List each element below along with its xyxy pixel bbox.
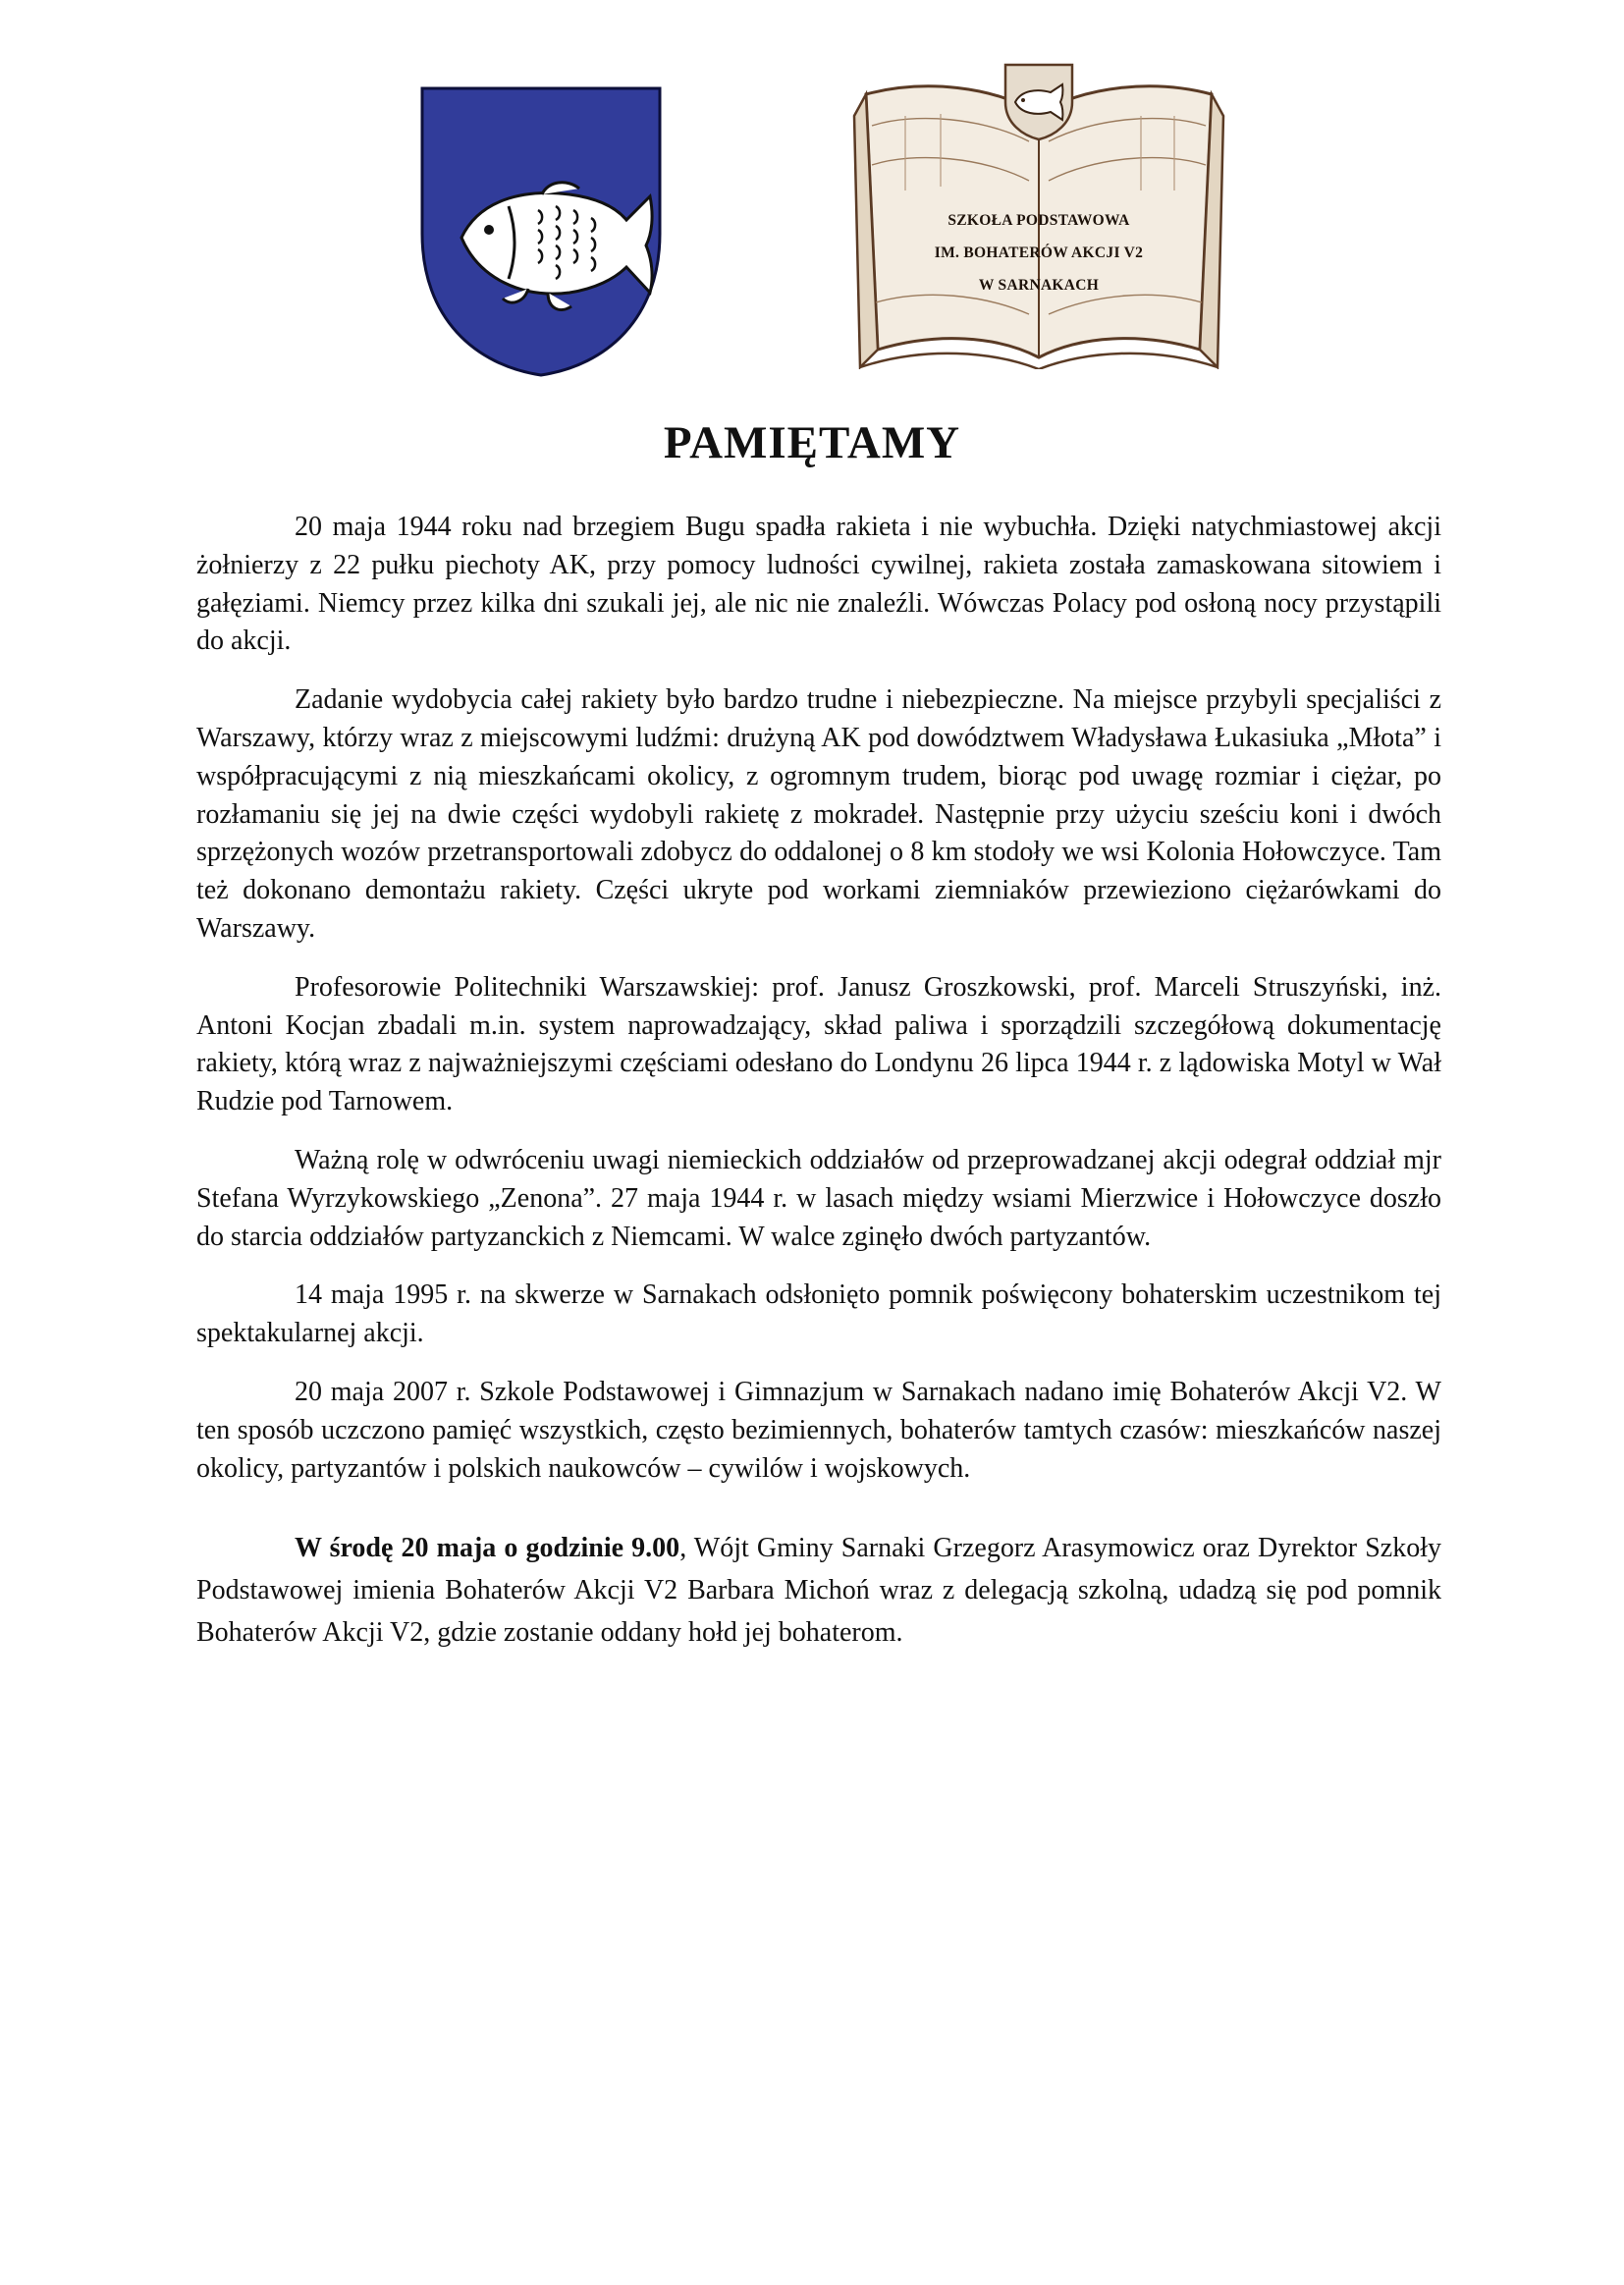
paragraph-1: 20 maja 1944 roku nad brzegiem Bugu spadła rakieta i nie wybuchła. Dzięki natychmiastowej akcji żołnierzy z 22 pułku piechoty AK, przy pomocy ludności cywilnej, rakieta została zamaskowana sitowiem i gałęziami. Niemcy przez kilka dni szukali jej, ale nic nie znaleźli. Wówczas Polacy pod osłoną nocy przystąpili do akcji.	[196, 512, 1441, 657]
school-name-line-1: SZKOŁA PODSTAWOWA	[947, 212, 1130, 229]
school-name	[846, 204, 1231, 301]
announcement-paragraph	[196, 1527, 1441, 1654]
fish-coat-of-arms-icon	[420, 86, 662, 377]
school-name-line-2: IM. BOHATERÓW AKCJI V2	[934, 245, 1144, 261]
document-body	[196, 509, 1441, 1674]
paragraph-5: 14 maja 1995 r. na skwerze w Sarnakach odsłonięto pomnik poświęcony bohaterskim uczestnikom tej spektakularnej akcji.	[196, 1279, 1441, 1349]
school-name-line-3: W SARNAKACH	[978, 277, 1100, 294]
school-emblem	[846, 57, 1231, 369]
paragraph-6: 20 maja 2007 r. Szkole Podstawowej i Gimnazjum w Sarnakach nadano imię Bohaterów Akcji V2. W ten sposób uczczono pamięć wszystkich, często bezimiennych, bohaterów tamtych czasów: mieszkańców naszej okolicy, partyzantów i polskich naukowców – cywilów i wojskowych.	[196, 1376, 1441, 1484]
paragraph-3: Profesorowie Politechniki Warszawskiej: prof. Janusz Groszkowski, prof. Marceli Struszyński, inż. Antoni Kocjan zbadali m.in. system naprowadzający, skład paliwa i sporządzili szczegółową dokumentację rakiety, którą wraz z najważniejszymi częściami odesłano do Londynu 26 lipca 1944 r. z lądowiska Motyl w Wał Rudzie pod Tarnowem.	[196, 971, 1441, 1117]
small-fish-shield-icon	[1005, 65, 1072, 139]
announcement-text: , Wójt Gminy Sarnaki Grzegorz Arasymowicz oraz Dyrektor Szkoły Podstawowej imienia Bohaterów Akcji V2 Barbara Michoń wraz z delegacją szkolną, udadzą się pod pomnik Bohaterów Akcji V2, gdzie zostanie oddany hołd jej bohaterom.	[196, 1533, 1441, 1649]
announcement-bold: W środę 20 maja o godzinie 9.00	[295, 1533, 680, 1564]
header-logos	[0, 0, 1624, 393]
paragraph-4: Ważną rolę w odwróceniu uwagi niemieckich oddziałów od przeprowadzanej akcji odegrał oddział mjr Stefana Wyrzykowskiego „Zenona”. 27 maja 1944 r. w lasach między wsiami Mierzwice i Hołowczyce doszło do starcia oddziałów partyzanckich z Niemcami. W walce zginęło dwóch partyzantów.	[196, 1144, 1441, 1252]
page-title: PAMIĘTAMY	[663, 417, 961, 468]
paragraph-2: Zadanie wydobycia całej rakiety było bardzo trudne i niebezpieczne. Na miejsce przybyli specjaliści z Warszawy, którzy wraz z miejscowymi ludźmi: drużyną AK pod dowództwem Władysława Łukasiuka „Młota” i współpracującymi z nią mieszkańcami okolicy, z ogromnym trudem, biorąc pod uwagę rozmiar i ciężar, po rozłamaniu się jej na dwie części wydobyli rakietę z mokradeł. Następnie przy użyciu sześciu koni i dwóch sprzężonych wozów przetransportowali zdobycz do oddalonej o 8 km stodoły we wsi Kolonia Hołowczyce. Tam też dokonano demontażu rakiety. Części ukryte pod workami ziemniaków przewieziono ciężarówkami do Warszawy.	[196, 684, 1441, 944]
